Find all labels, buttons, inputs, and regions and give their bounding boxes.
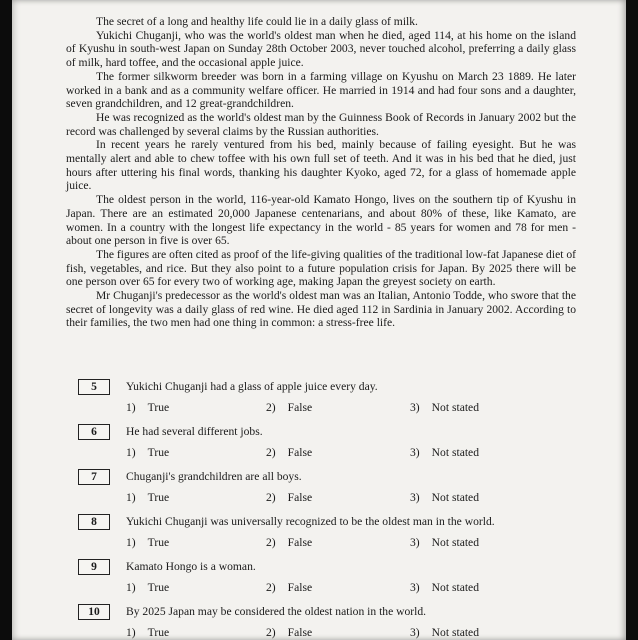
option-number: 3) xyxy=(410,491,420,504)
option-label: False xyxy=(287,626,313,639)
question-number: 9 xyxy=(78,559,110,575)
option-number: 3) xyxy=(410,626,420,639)
option-number: 3) xyxy=(410,581,420,594)
paragraph: The oldest person in the world, 116-year-old Kamato Hongo, lives on the southern tip of Kyushu in Japan. There are an estimated 20,000 Japanese centenarians, and about 80% of these, like Kamato, are women. In a country with the longest life expectancy in the world - 85 years for women and 78 for men - about one person in five is over 65. xyxy=(66,193,576,248)
option-number: 2) xyxy=(266,491,276,504)
option-number: 2) xyxy=(266,401,276,414)
paragraph: He was recognized as the world's oldest man by the Guinness Book of Records in January 2002 but the record was challenged by several claims by the Russian authorities. xyxy=(66,110,576,138)
paragraph: Mr Chuganji's predecessor as the world's oldest man was an Italian, Antonio Todde, who swore that the secret of longevity was a daily glass of red wine. He died aged 112 in Sardinia in January 2002. According to their families, the two men had one thing in common: a stress-free life. xyxy=(66,289,576,330)
option-label: False xyxy=(287,446,313,459)
option-true[interactable] xyxy=(126,446,169,459)
option-label: Not stated xyxy=(431,491,480,504)
option-number: 2) xyxy=(266,446,276,459)
question-text: Yukichi Chuganji was universally recognized to be the oldest man in the world. xyxy=(126,515,495,528)
question-text: Yukichi Chuganji had a glass of apple juice every day. xyxy=(126,380,378,393)
option-not-stated[interactable] xyxy=(410,446,479,459)
option-false[interactable] xyxy=(266,581,312,594)
option-label: True xyxy=(147,626,170,639)
option-label: Not stated xyxy=(431,401,480,414)
option-label: True xyxy=(147,491,170,504)
option-label: Not stated xyxy=(431,626,480,639)
option-number: 1) xyxy=(126,401,136,414)
question-text: By 2025 Japan may be considered the oldest nation in the world. xyxy=(126,605,427,618)
option-label: True xyxy=(147,446,170,459)
paragraph: Yukichi Chuganji, who was the world's oldest man when he died, aged 114, at his home on the island of Kyushu in south-west Japan on Sunday 28th October 2003, never touched alcohol, preferring a daily glass of milk, hard toffee, and the occasional apple juice. xyxy=(66,28,576,70)
option-number: 3) xyxy=(410,401,420,414)
reading-passage xyxy=(66,15,576,330)
option-number: 1) xyxy=(126,581,136,594)
option-label: Not stated xyxy=(431,536,480,549)
question-number: 10 xyxy=(78,604,110,620)
option-false[interactable] xyxy=(266,491,312,504)
option-label: False xyxy=(287,536,313,549)
option-label: True xyxy=(147,581,170,594)
option-number: 2) xyxy=(266,626,276,639)
option-not-stated[interactable] xyxy=(410,626,479,639)
option-number: 1) xyxy=(126,491,136,504)
option-not-stated[interactable] xyxy=(410,491,479,504)
option-label: True xyxy=(147,536,170,549)
option-number: 3) xyxy=(410,536,420,549)
option-number: 1) xyxy=(126,626,136,639)
option-true[interactable] xyxy=(126,536,169,549)
paragraph: The former silkworm breeder was born in a farming village on Kyushu on March 23 1889. He later worked in a bank and as a community welfare officer. He married in 1914 and had four sons and a daughter, seven grandchildren, and 12 great-grandchildren. xyxy=(66,69,576,111)
option-false[interactable] xyxy=(266,536,312,549)
question-number: 6 xyxy=(78,424,110,440)
option-label: False xyxy=(287,401,313,414)
question-number: 5 xyxy=(78,379,110,395)
option-number: 2) xyxy=(266,536,276,549)
option-not-stated[interactable] xyxy=(410,581,479,594)
option-label: False xyxy=(287,581,313,594)
option-true[interactable] xyxy=(126,581,169,594)
option-label: False xyxy=(287,491,313,504)
paragraph: The secret of a long and healthy life could lie in a daily glass of milk. xyxy=(96,15,418,28)
option-not-stated[interactable] xyxy=(410,536,479,549)
option-false[interactable] xyxy=(266,446,312,459)
option-label: Not stated xyxy=(431,446,480,459)
option-number: 3) xyxy=(410,446,420,459)
option-number: 2) xyxy=(266,581,276,594)
option-label: Not stated xyxy=(431,581,480,594)
option-true[interactable] xyxy=(126,626,169,639)
paragraph: The figures are often cited as proof of the life-giving qualities of the traditional low-fat Japanese diet of fish, vegetables, and rice. But they also point to a future population crisis for Japan. By 2025 there will be one person over 65 for every two of working age, making Japan the greyest society on earth. xyxy=(66,247,577,289)
option-true[interactable] xyxy=(126,401,169,414)
option-not-stated[interactable] xyxy=(410,401,479,414)
question-text: Chuganji's grandchildren are all boys. xyxy=(126,470,302,483)
option-number: 1) xyxy=(126,536,136,549)
option-number: 1) xyxy=(126,446,136,459)
question-number: 7 xyxy=(78,469,110,485)
question-number: 8 xyxy=(78,514,110,530)
question-text: He had several different jobs. xyxy=(126,425,263,438)
option-false[interactable] xyxy=(266,401,312,414)
question-text: Kamato Hongo is a woman. xyxy=(126,560,256,573)
option-label: True xyxy=(147,401,170,414)
option-false[interactable] xyxy=(266,626,312,639)
option-true[interactable] xyxy=(126,491,169,504)
paragraph: In recent years he rarely ventured from his bed, mainly because of failing eyesight. But he was mentally alert and able to chew toffee with his own full set of teeth. And it was in his bed that he died, just hours after uttering his final words, thanking his daughter Kyoko, aged 72, for a glass of homemade apple juice. xyxy=(66,138,576,193)
